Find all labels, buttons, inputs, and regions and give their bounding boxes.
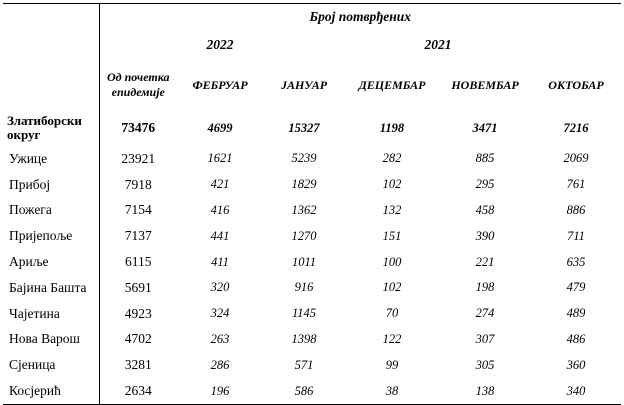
monthly-value: 635	[566, 254, 586, 269]
table-row	[3, 249, 621, 275]
monthly-value: 411	[211, 254, 229, 269]
monthly-value: 489	[566, 306, 586, 321]
header-row-months	[3, 60, 621, 110]
monthly-value: 132	[382, 202, 402, 217]
monthly-value: 102	[382, 280, 402, 295]
monthly-value: 761	[566, 177, 586, 192]
monthly-value: 286	[210, 357, 230, 372]
year-2021-header: 2021	[424, 37, 452, 52]
month-header-november: НОВЕМБАР	[451, 77, 519, 92]
region-value: 4699	[207, 120, 233, 135]
table-row	[3, 301, 621, 327]
header-empty-cell	[99, 30, 177, 60]
monthly-value: 70	[385, 306, 399, 321]
header-empty-cell	[3, 60, 99, 110]
municipality-name: Ариље	[9, 254, 49, 270]
monthly-value: 1829	[291, 177, 317, 192]
monthly-value: 1270	[291, 228, 317, 243]
monthly-value: 307	[475, 331, 495, 346]
municipality-total: 7154	[99, 198, 177, 224]
monthly-value: 99	[385, 357, 399, 372]
statistics-table-container	[3, 3, 621, 402]
municipality-name: Нова Варош	[9, 331, 80, 347]
municipality-total: 4923	[99, 301, 177, 327]
monthly-value: 102	[382, 177, 402, 192]
year-2022-header: 2022	[206, 37, 234, 52]
municipality-name: Бајина Башта	[9, 279, 87, 295]
month-header-december: ДЕЦЕМБАР	[358, 77, 426, 92]
table-row	[3, 146, 621, 172]
municipality-name: Ужице	[9, 150, 48, 166]
monthly-value: 571	[294, 357, 314, 372]
municipality-total: 7918	[99, 172, 177, 198]
header-empty-cell	[3, 30, 99, 60]
monthly-value: 886	[566, 202, 586, 217]
table-row	[3, 172, 621, 198]
monthly-value: 305	[475, 357, 495, 372]
municipality-name: Сјеница	[9, 357, 56, 373]
table-row	[3, 378, 621, 404]
region-total: 73476	[99, 110, 177, 146]
monthly-value: 1145	[291, 306, 317, 321]
month-header-february: ФЕБРУАР	[192, 77, 248, 92]
monthly-value: 360	[566, 357, 586, 372]
municipality-total: 6115	[99, 249, 177, 275]
header-empty-cell	[531, 30, 621, 60]
monthly-value: 711	[567, 228, 585, 243]
monthly-value: 486	[566, 331, 586, 346]
monthly-value: 1011	[291, 254, 317, 269]
confirmed-cases-table	[3, 3, 621, 405]
month-header-october: ОКТОБАР	[548, 77, 604, 92]
header-row-years	[3, 30, 621, 60]
monthly-value: 479	[566, 280, 586, 295]
monthly-value: 196	[177, 378, 263, 404]
month-header-january: ЈАНУАР	[280, 77, 328, 92]
monthly-value: 100	[382, 254, 402, 269]
municipality-total: 2634	[99, 378, 177, 404]
table-row	[3, 327, 621, 353]
monthly-value: 916	[294, 280, 314, 295]
region-name: Златиборски округ	[7, 113, 82, 142]
monthly-value: 282	[382, 151, 402, 166]
municipality-name: Пријепоље	[9, 228, 73, 244]
monthly-value: 586	[263, 378, 345, 404]
region-value: 3471	[472, 120, 498, 135]
monthly-value: 38	[345, 378, 439, 404]
municipality-name: Пожега	[9, 202, 52, 218]
municipality-total: 5691	[99, 275, 177, 301]
monthly-value: 5239	[291, 151, 317, 166]
monthly-value: 2069	[563, 151, 589, 166]
region-value: 7216	[563, 120, 589, 135]
monthly-value: 1362	[291, 202, 317, 217]
header-row-title	[3, 4, 621, 31]
region-value: 15327	[288, 120, 320, 135]
monthly-value: 320	[210, 280, 230, 295]
table-row	[3, 275, 621, 301]
table-row	[3, 352, 621, 378]
municipality-total: 7137	[99, 223, 177, 249]
municipality-name: Чајетина	[9, 305, 60, 321]
table-row	[3, 198, 621, 224]
monthly-value: 221	[475, 254, 495, 269]
municipality-total: 23921	[99, 146, 177, 172]
monthly-value: 263	[210, 331, 230, 346]
monthly-value: 441	[210, 228, 230, 243]
region-value: 1198	[379, 120, 405, 135]
municipality-total: 3281	[99, 352, 177, 378]
monthly-value: 324	[210, 306, 230, 321]
monthly-value: 295	[475, 177, 495, 192]
municipality-name: Косјерић	[3, 378, 99, 404]
monthly-value: 390	[475, 228, 495, 243]
monthly-value: 458	[475, 202, 495, 217]
table-title: Број потврђених	[99, 4, 621, 31]
header-empty-cell	[263, 30, 345, 60]
municipality-total: 4702	[99, 327, 177, 353]
monthly-value: 340	[531, 378, 621, 404]
monthly-value: 274	[475, 306, 495, 321]
since-start-header: Од почетка епидемије	[99, 60, 177, 110]
table-row	[3, 223, 621, 249]
monthly-value: 151	[382, 228, 402, 243]
monthly-value: 1398	[291, 331, 317, 346]
monthly-value: 198	[475, 280, 495, 295]
monthly-value: 122	[382, 331, 402, 346]
monthly-value: 416	[210, 202, 230, 217]
monthly-value: 421	[210, 177, 230, 192]
monthly-value: 1621	[207, 151, 233, 166]
municipality-name: Прибој	[9, 176, 51, 192]
monthly-value: 138	[439, 378, 531, 404]
region-total-row	[3, 110, 621, 146]
header-corner-cell	[3, 4, 99, 31]
monthly-value: 885	[475, 151, 495, 166]
